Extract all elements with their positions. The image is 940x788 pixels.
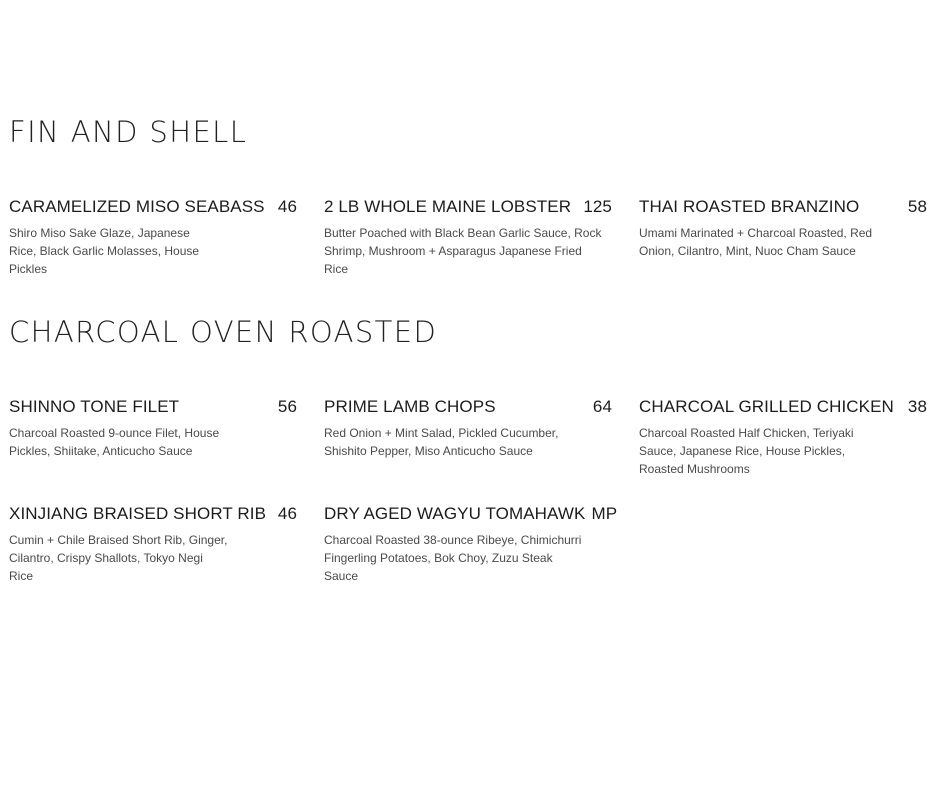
menu-item-price: 46 (277, 504, 297, 523)
menu-item-price: MP (591, 504, 618, 523)
menu-item-price: 56 (277, 397, 297, 416)
section-title-charcoal-oven-roasted: CHARCOAL OVEN ROASTED (9, 315, 438, 349)
menu-item (324, 197, 612, 278)
menu-item-price: 58 (907, 197, 927, 216)
menu-item-description: Charcoal Roasted 9-ounce Filet, House Pickles, Shiitake, Anticucho Sauce (9, 426, 220, 458)
menu-item-description: Red Onion + Mint Salad, Pickled Cucumber, Shishito Pepper, Miso Anticucho Sauce (324, 426, 559, 458)
menu-item-name: XINJIANG BRAISED SHORT RIB (9, 504, 267, 523)
menu-item (324, 504, 618, 585)
menu-item-price: 64 (592, 397, 612, 416)
menu-item-description: Umami Marinated + Charcoal Roasted, Red Onion, Cilantro, Mint, Nuoc Cham Sauce (639, 226, 873, 258)
menu-item-name: DRY AGED WAGYU TOMAHAWK (324, 504, 586, 523)
menu-item (9, 504, 297, 585)
menu-item-description: Shiro Miso Sake Glaze, Japanese Rice, Black Garlic Molasses, House Pickles (9, 226, 200, 276)
menu-item-name: CHARCOAL GRILLED CHICKEN (639, 397, 894, 416)
menu-item (9, 197, 297, 278)
menu-item-description: Butter Poached with Black Bean Garlic Sauce, Rock Shrimp, Mushroom + Asparagus Japanese Fried Rice (324, 226, 602, 276)
menu-item (324, 397, 612, 460)
menu-item-name: CARAMELIZED MISO SEABASS (9, 197, 265, 216)
menu-item (639, 397, 927, 478)
menu-item-name: THAI ROASTED BRANZINO (639, 197, 860, 216)
menu-item (639, 197, 927, 260)
menu-item-price: 46 (277, 197, 297, 216)
menu-item-description: Charcoal Roasted 38-ounce Ribeye, Chimichurri Fingerling Potatoes, Bok Choy, Zuzu Steak Sauce (324, 533, 582, 583)
menu-item-name: 2 LB WHOLE MAINE LOBSTER (324, 197, 572, 216)
menu-item-name: SHINNO TONE FILET (9, 397, 180, 416)
menu-item-description: Charcoal Roasted Half Chicken, Teriyaki Sauce, Japanese Rice, House Pickles, Roasted Mushrooms (639, 426, 854, 476)
menu-item-name: PRIME LAMB CHOPS (324, 397, 496, 416)
menu-item-description: Cumin + Chile Braised Short Rib, Ginger, Cilantro, Crispy Shallots, Tokyo Negi Rice (9, 533, 228, 583)
menu-item (9, 397, 297, 460)
menu-item-price: 125 (583, 197, 612, 216)
section-title-fin-and-shell: FIN AND SHELL (9, 115, 248, 149)
menu-item-price: 38 (907, 397, 927, 416)
